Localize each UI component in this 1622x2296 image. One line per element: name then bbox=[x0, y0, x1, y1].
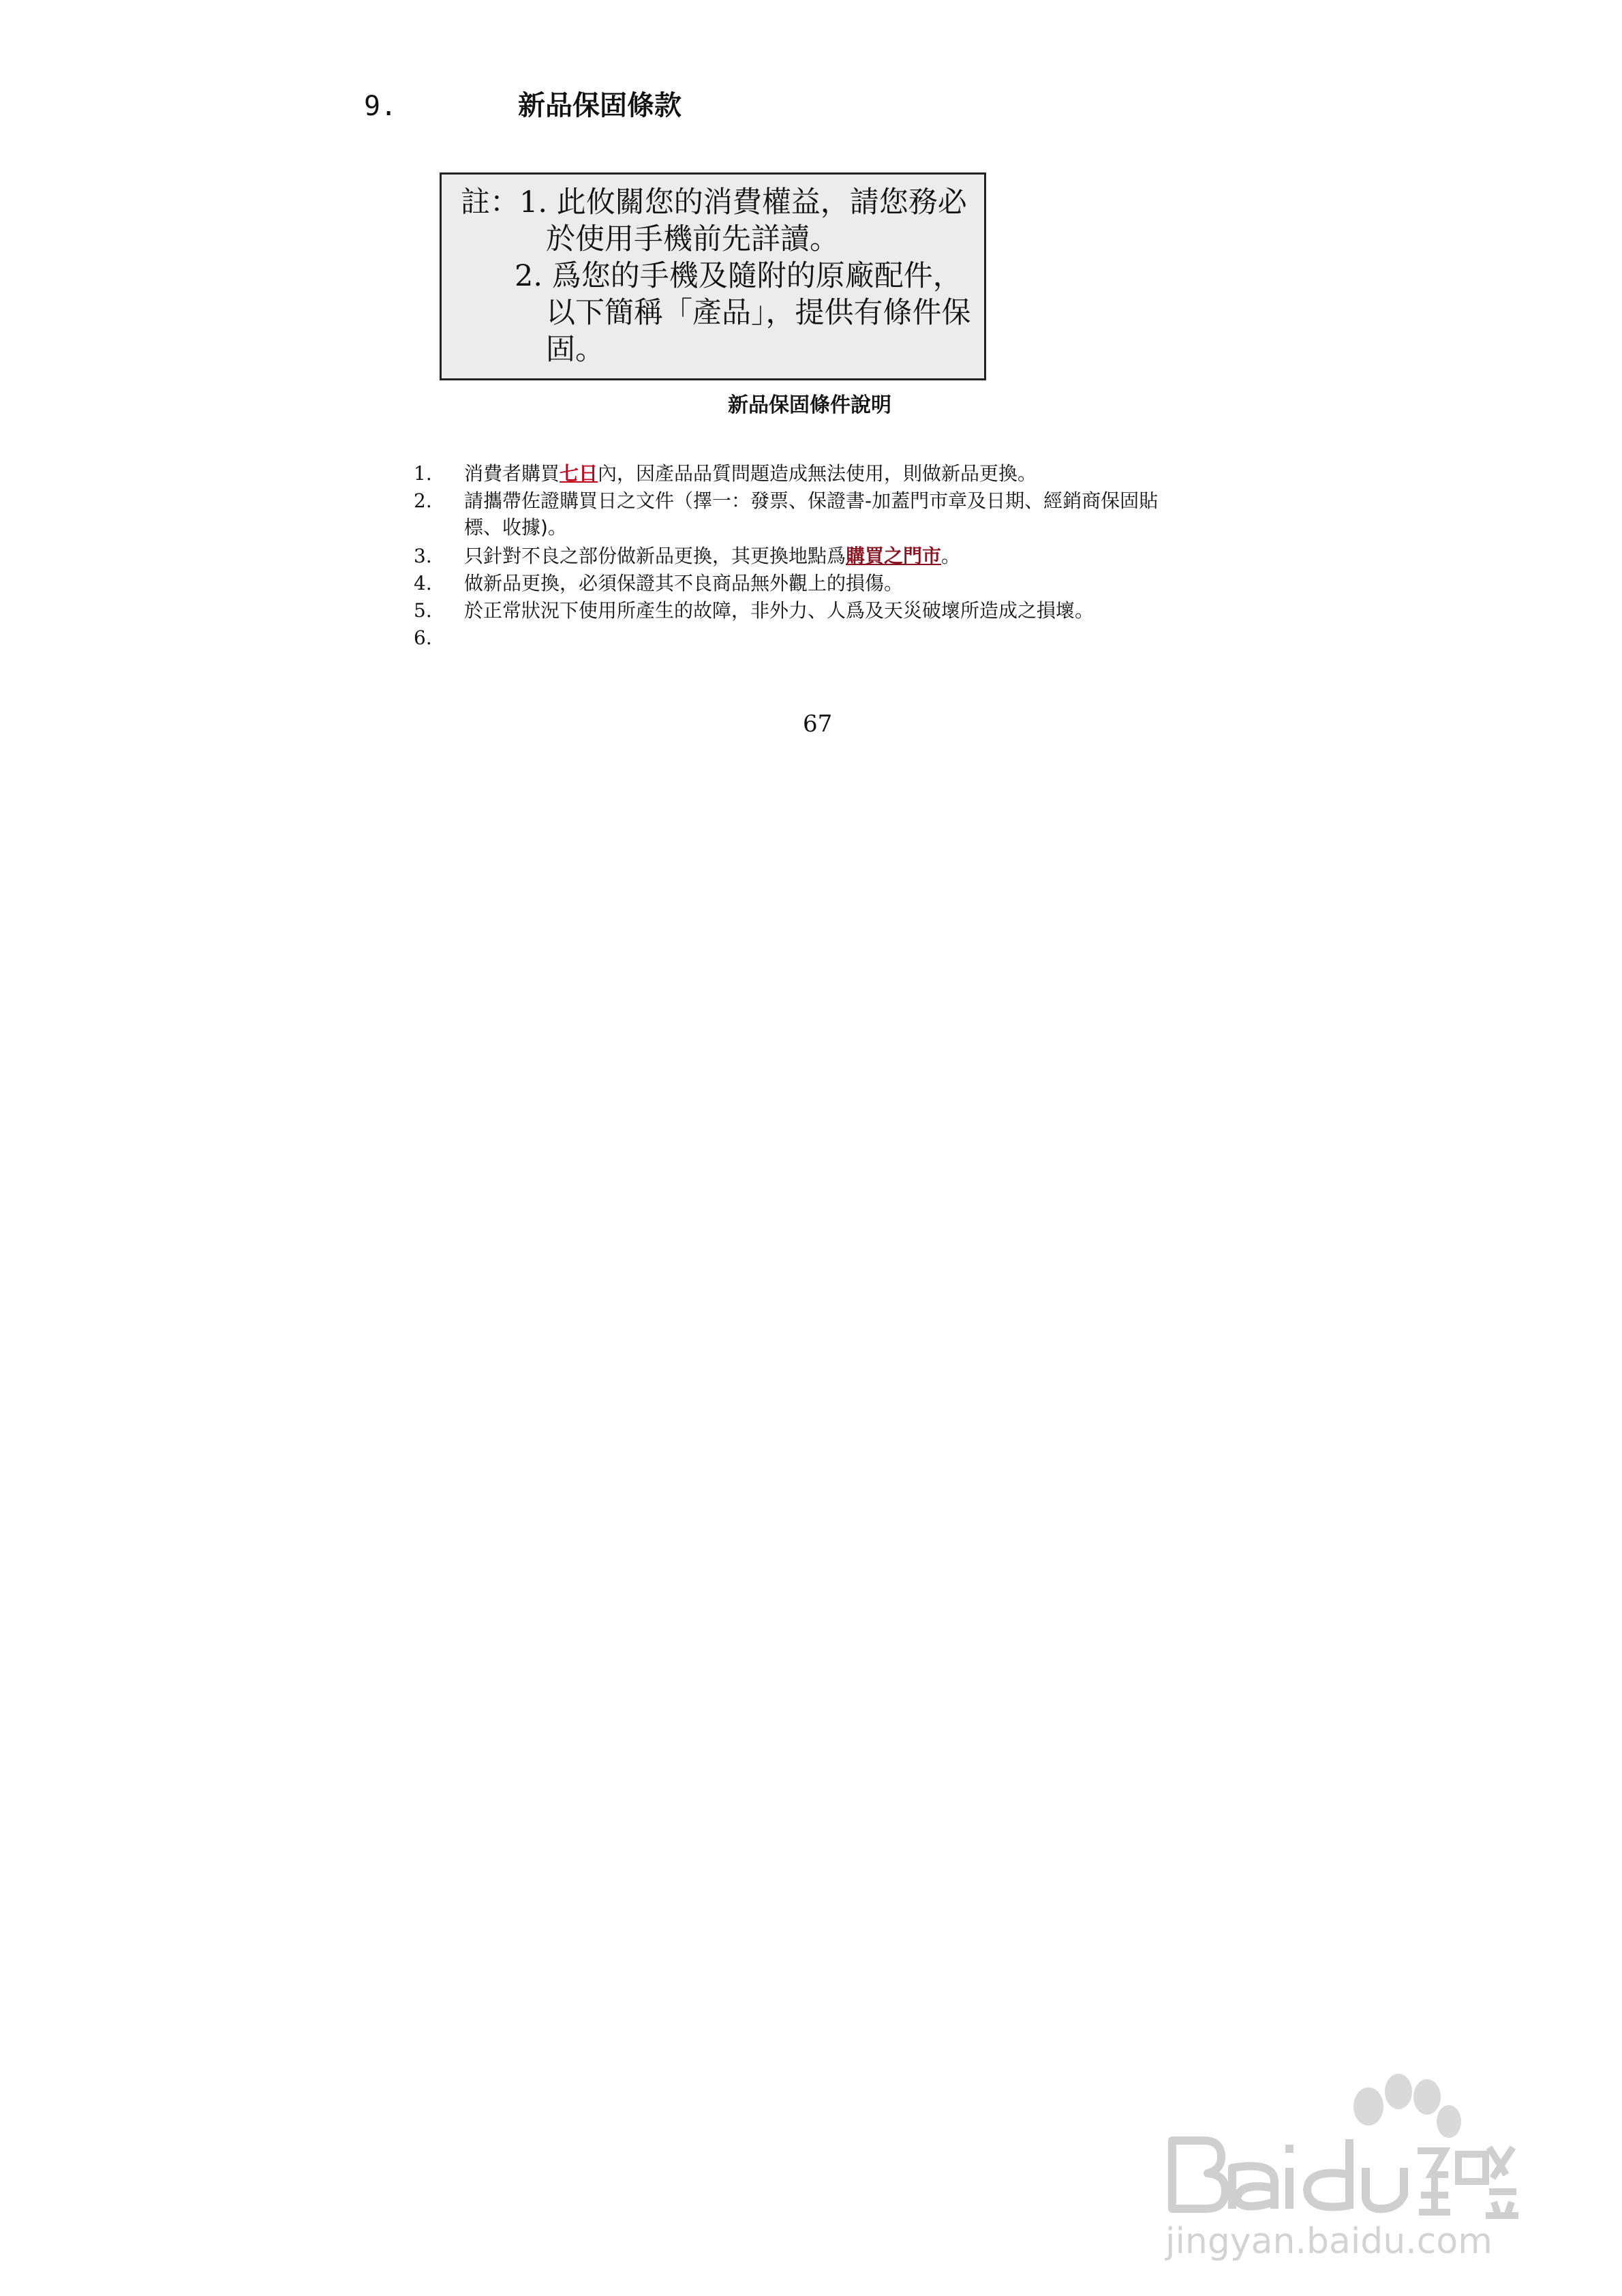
baidu-jingyan-watermark bbox=[1145, 2059, 1527, 2263]
notice-item-2-text: 爲您的手機及隨附的原廠配件， bbox=[551, 259, 962, 293]
section-caption: 新品保固條件說明 bbox=[728, 393, 891, 417]
list-item-text: 標、收據)。 bbox=[464, 516, 567, 539]
list-item-number: 6. bbox=[414, 626, 432, 649]
notice-line-3 bbox=[515, 258, 962, 294]
notice-item-1-continued: 於使用手機前先詳讀。 bbox=[546, 222, 839, 256]
baidu-logo-letters bbox=[1172, 2139, 1404, 2209]
section-title: 新品保固條款 bbox=[518, 90, 682, 121]
notice-prefix: 註： bbox=[461, 185, 519, 220]
section-number: 9. bbox=[364, 91, 397, 122]
notice-line-1 bbox=[461, 184, 967, 221]
list-item-text bbox=[464, 461, 1037, 487]
list-item-number: 5. bbox=[414, 599, 432, 622]
list-item-number: 2. bbox=[414, 489, 432, 512]
list-item-number: 4. bbox=[414, 572, 432, 594]
notice-item-2-number: 2. bbox=[515, 259, 543, 293]
watermark-url: jingyan.baidu.com bbox=[1165, 2221, 1493, 2262]
paw-icon bbox=[1353, 2074, 1461, 2138]
list-item-text-pre: 只針對不良之部份做新品更換，其更換地點爲 bbox=[464, 545, 846, 567]
notice-item-2-continued: 以下簡稱「產品」，提供有條件保 bbox=[546, 296, 971, 330]
notice-item-1-number: 1. bbox=[519, 185, 548, 220]
purchase-store-highlight: 購買之門市 bbox=[846, 545, 942, 567]
notice-box bbox=[440, 172, 986, 380]
page-number: 67 bbox=[803, 710, 833, 738]
list-item-text: 請攜帶佐證購買日之文件（擇一：發票、保證書-加蓋門市章及日期、經銷商保固貼 bbox=[464, 489, 1159, 512]
list-item-text-post: 內，因產品品質問題造成無法使用，則做新品更換。 bbox=[598, 462, 1037, 485]
list-item-number: 1. bbox=[414, 462, 432, 485]
list-item-text-post: 。 bbox=[941, 545, 961, 567]
seven-days-highlight: 七日 bbox=[560, 462, 598, 485]
list-item-text-pre: 消費者購買 bbox=[464, 462, 560, 485]
jingyan-characters bbox=[1418, 2147, 1518, 2216]
list-item-text: 做新品更換，必須保證其不良商品無外觀上的損傷。 bbox=[464, 572, 904, 594]
list-item-number: 3. bbox=[414, 545, 432, 567]
list-item-text: 於正常狀況下使用所產生的故障，非外力、人爲及天災破壞所造成之損壞。 bbox=[464, 599, 1095, 622]
list-item-text bbox=[464, 543, 960, 569]
notice-item-1-text: 此攸關您的消費權益，請您務必 bbox=[556, 185, 967, 220]
notice-item-2-end: 固。 bbox=[546, 333, 605, 367]
